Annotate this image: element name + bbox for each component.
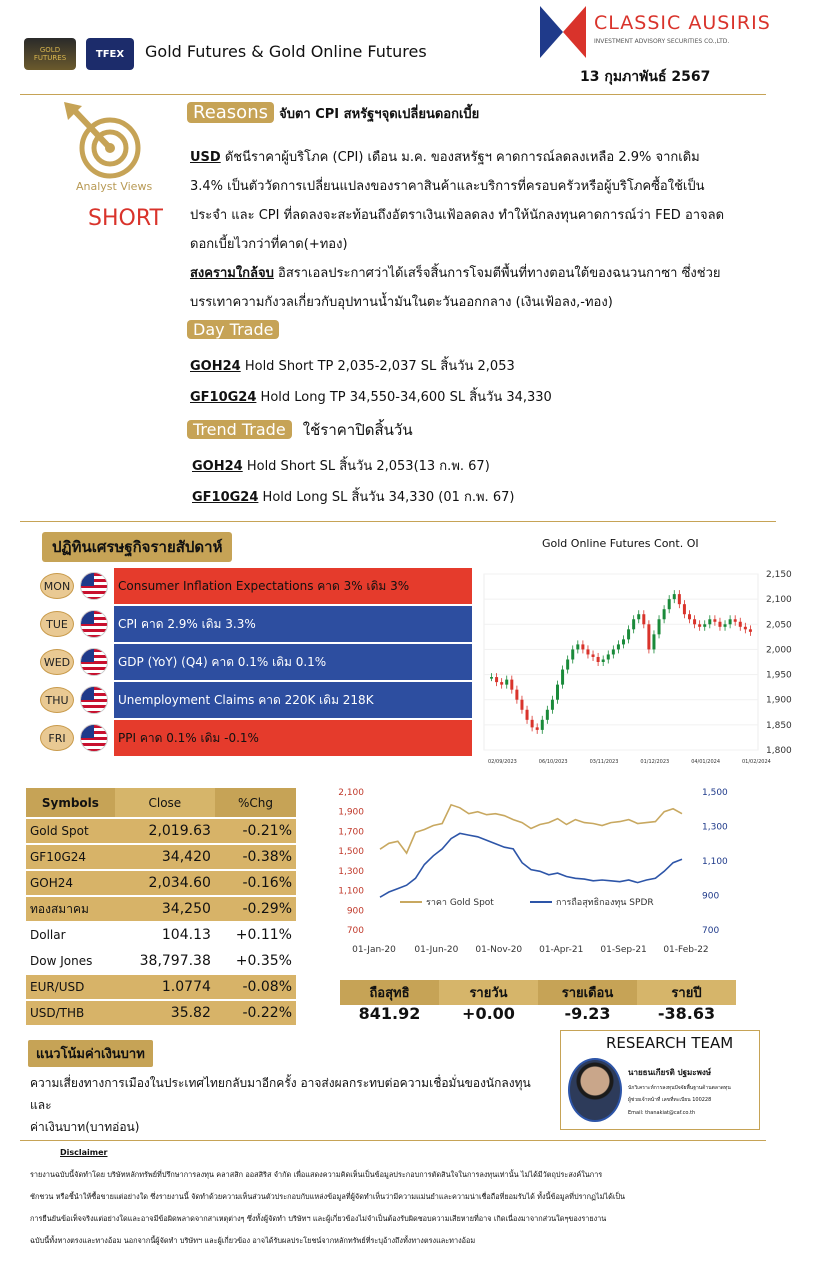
chart2-legend-label: ราคา Gold Spot — [426, 898, 494, 908]
chart1-y-tick: 2,150 — [766, 570, 792, 580]
chart1-candle — [597, 657, 600, 662]
day-trade-row-2 — [190, 386, 552, 407]
calendar-event-text: CPI คาด 2.9% เดิม 3.3% — [118, 616, 256, 631]
us-flag-icon — [80, 724, 108, 752]
reasons-section — [187, 102, 479, 124]
baht-tag: แนวโน้มค่าเงินบาท — [28, 1040, 153, 1067]
chart2-x-tick: 01-Nov-20 — [475, 945, 523, 955]
calendar-event — [114, 644, 472, 680]
spdr-values — [340, 1004, 736, 1023]
chart1-candle — [668, 599, 671, 609]
quote-row — [26, 818, 296, 844]
quote-symbol: Gold Spot — [26, 818, 115, 844]
chart2-left-tick: 1,300 — [338, 866, 364, 877]
chart1-candle — [602, 659, 605, 662]
calendar-row — [40, 681, 472, 719]
spdr-monthly-value: -9.23 — [564, 1004, 611, 1023]
chart2-left-tick: 1,500 — [338, 847, 364, 858]
chart1-candle — [663, 609, 666, 619]
chart2-left-tick: 1,100 — [338, 886, 364, 897]
chart1-y-tick: 2,050 — [766, 620, 792, 631]
chart1-x-tick: 03/11/2023 — [589, 759, 619, 765]
quotes-header-symbols: Symbols — [26, 788, 115, 818]
quote-symbol: USD/THB — [26, 1000, 115, 1026]
chart1-candle — [729, 619, 732, 624]
chart2-legend-label: การถือสุทธิกองทุน SPDR — [556, 898, 654, 908]
quote-row — [26, 974, 296, 1000]
us-flag-icon — [80, 572, 108, 600]
trend-trade-note: ใช้ราคาปิดสิ้นวัน — [302, 421, 413, 439]
calendar-row — [40, 643, 472, 681]
calendar-row — [40, 567, 472, 605]
quote-chg: -0.22% — [215, 1000, 296, 1026]
quote-close: 34,250 — [115, 896, 215, 922]
chart1-candle — [749, 629, 752, 632]
chart1-candle — [510, 680, 513, 690]
chart1-candle — [505, 680, 508, 685]
chart1-candle — [673, 594, 676, 599]
chart2-right-tick: 1,100 — [702, 857, 728, 867]
disclaimer-line: รายงานฉบับนี้จัดทำโดย บริษัทหลักทรัพย์ที่ปรึกษาการลงทุน คลาสสิก ออสสิริส จำกัด เพื่อแสดงความคิดเห็นเป็นข้อมูลประกอบการตัดสินใจในการลงทุนเท่านั้น ไม่ได้มีวัตถุประสงค์ในการ — [30, 1170, 603, 1179]
disclaimer-line: ฉบับนี้ทั้งทางตรงและทางอ้อม นอกจากนี้ผู้จัดทำ บริษัทฯ และผู้เกี่ยวข้อง อาจได้รับผลประโยชน์จากหลักทรัพย์ที่ระบุอ้างถึงทั้งทางตรงและทางอ้อม — [30, 1236, 476, 1245]
chart1-candle — [526, 710, 529, 720]
chart2-right-tick: 1,500 — [702, 788, 728, 798]
chart1-candle — [713, 619, 716, 622]
reason1-line4: ดอกเบี้ยไวกว่าที่คาด(+ทอง) — [190, 237, 348, 252]
quote-chg: -0.29% — [215, 896, 296, 922]
gold-online-futures-chart — [478, 564, 798, 770]
chart1-candle — [561, 670, 564, 685]
chart1-candle — [724, 624, 727, 627]
calendar-event — [114, 720, 472, 756]
chart1-candle — [586, 649, 589, 654]
spdr-daily-value: +0.00 — [462, 1004, 515, 1023]
reason1-line3: ประจำ และ CPI ที่ลดลงจะสะท้อนถึงอัตราเงินเฟ้อลดลง ทำให้นักลงทุนคาดการณ์ว่า FED อาจลด — [190, 208, 725, 223]
chart1-y-tick: 1,950 — [766, 670, 792, 681]
trend-trade-row-1 — [192, 455, 490, 476]
chart1-candle — [500, 682, 503, 685]
chart1-candle — [531, 720, 534, 728]
chart2-series-line — [380, 805, 682, 853]
chart1-candle — [536, 727, 539, 730]
chart1-candle — [607, 654, 610, 659]
analyst-avatar — [568, 1058, 622, 1122]
quote-symbol: ทองสมาคม — [26, 896, 115, 922]
chart1-candle — [541, 720, 544, 730]
quotes-header-close: Close — [115, 788, 215, 818]
chart1-candle — [698, 624, 701, 627]
chart1-candle — [622, 639, 625, 644]
chart2-series-line — [380, 833, 682, 897]
disclaimer-line: การยืนยันข้อเท็จจริงแต่อย่างใดและอาจมีข้อผิดพลาดจากสาเหตุต่างๆ ซึ่งทั้งผู้จัดทำ บริษัทฯ และผู้เกี่ยวข้องไม่จำเป็นต้องรับผิดชอบความเสียหายที่อาจ เกิดเนื่องมาจากส่วนใดๆของรายงาน — [30, 1214, 607, 1223]
chart2-right-tick: 1,300 — [702, 822, 728, 833]
chart1-candle — [708, 619, 711, 624]
chart1-candle — [693, 619, 696, 624]
chart1-candle — [744, 627, 747, 630]
calendar-event — [114, 568, 472, 604]
chart1-candle — [642, 614, 645, 624]
reasons-body — [190, 143, 790, 317]
tfex-logo: TFEX — [86, 38, 134, 70]
day-trade-row-1 — [190, 355, 515, 376]
chart2-x-tick: 01-Sep-21 — [600, 945, 647, 955]
quote-chg: +0.11% — [215, 922, 296, 948]
spdr-header-monthly: รายเดือน — [538, 980, 637, 1005]
chart1-x-tick: 04/01/2024 — [691, 759, 721, 765]
calendar-event-text: GDP (YoY) (Q4) คาด 0.1% เดิม 0.1% — [118, 654, 327, 669]
usd-key: USD — [190, 150, 221, 165]
spdr-header-net: ถือสุทธิ — [340, 980, 439, 1005]
day-badge: THU — [40, 687, 74, 713]
chart1-candle — [703, 624, 706, 627]
quote-chg: -0.21% — [215, 818, 296, 844]
chart1-candle — [566, 659, 569, 669]
chart2-left-tick: 1,700 — [338, 827, 364, 838]
gold-futures-logo: GOLD FUTURES — [24, 38, 76, 70]
quote-chg: +0.35% — [215, 948, 296, 974]
chart1-x-tick: 01/12/2023 — [640, 759, 670, 765]
chart2-left-tick: 700 — [346, 926, 364, 936]
chart1-candle — [515, 690, 518, 700]
day-trade-symbol: GOH24 — [190, 359, 241, 374]
page-title: Gold Futures & Gold Online Futures — [145, 42, 427, 61]
spdr-header-yearly: รายปี — [637, 980, 736, 1005]
chart1-candle — [546, 710, 549, 720]
calendar-event — [114, 682, 472, 718]
company-name: CLASSIC AUSIRIS — [594, 12, 771, 34]
calendar-row — [40, 719, 472, 757]
analyst-license: ผู้ช่วยเจ้าหน้าที่ เลขที่ทะเบียน 100228 — [628, 1097, 712, 1103]
calendar-event-text: Consumer Inflation Expectations คาด 3% เดิม 3% — [118, 578, 410, 593]
quote-close: 1.0774 — [115, 974, 215, 1000]
chart1-x-tick: 01/02/2024 — [742, 759, 771, 765]
chart1-candle — [581, 644, 584, 649]
analyst-views-label: Analyst Views — [76, 180, 153, 193]
spdr-yearly-value: -38.63 — [657, 1004, 716, 1023]
analyst-view-value: SHORT — [88, 206, 163, 231]
chart2-left-tick: 900 — [346, 906, 364, 917]
section-divider — [20, 521, 776, 522]
baht-line2: ค่าเงินบาท(บาทอ่อน) — [30, 1120, 140, 1134]
day-badge: TUE — [40, 611, 74, 637]
quote-row — [26, 922, 296, 948]
day-badge: WED — [40, 649, 74, 675]
day-trade-text: Hold Short TP 2,035-2,037 SL สิ้นวัน 2,053 — [240, 359, 515, 374]
disclaimer-divider — [20, 1140, 766, 1141]
chart1-candle — [627, 629, 630, 639]
header-divider — [20, 94, 766, 95]
quote-close: 34,420 — [115, 844, 215, 870]
chart1-plot-area — [484, 574, 758, 750]
calendar-list — [40, 567, 472, 757]
quote-chg: -0.08% — [215, 974, 296, 1000]
chart1-candle — [652, 634, 655, 649]
chart1-y-tick: 2,100 — [766, 595, 792, 606]
analyst-name: นายธนเกียรติ ปฐมะพงษ์ — [628, 1068, 712, 1077]
quote-close: 104.13 — [115, 922, 215, 948]
calendar-row — [40, 605, 472, 643]
chart1-candle — [495, 677, 498, 682]
quote-symbol: Dollar — [26, 922, 115, 948]
disclaimer-body — [30, 1164, 790, 1252]
spdr-net-value: 841.92 — [358, 1004, 421, 1023]
chart1-candle — [647, 624, 650, 649]
day-trade-text: Hold Long TP 34,550-34,600 SL สิ้นวัน 34,330 — [256, 390, 552, 405]
calendar-event-text: PPI คาด 0.1% เดิม -0.1% — [118, 730, 259, 745]
trend-trade-tag: Trend Trade — [187, 420, 292, 439]
quotes-header-chg: %Chg — [215, 788, 296, 818]
chart1-candle — [612, 649, 615, 654]
spdr-header-daily: รายวัน — [439, 980, 538, 1005]
chart1-candle — [678, 594, 681, 604]
quote-close: 2,034.60 — [115, 870, 215, 896]
us-flag-icon — [80, 610, 108, 638]
chart1-candle — [734, 619, 737, 622]
chart1-candle — [490, 677, 493, 679]
chart1-candle — [617, 644, 620, 649]
chart2-x-tick: 01-Jun-20 — [414, 945, 459, 955]
day-trade-section — [187, 320, 279, 339]
quote-symbol: GOH24 — [26, 870, 115, 896]
chart1-candle — [520, 700, 523, 710]
trend-trade-row-2 — [192, 486, 514, 507]
chart2-x-tick: 01-Feb-22 — [663, 945, 709, 955]
day-trade-symbol: GF10G24 — [190, 390, 257, 405]
chart1-candle — [683, 604, 686, 614]
calendar-event-text: Unemployment Claims คาด 220K เดิม 218K — [118, 692, 374, 707]
chart2-left-tick: 2,100 — [338, 788, 364, 798]
us-flag-icon — [80, 648, 108, 676]
quote-row — [26, 896, 296, 922]
quote-close: 38,797.38 — [115, 948, 215, 974]
quote-row — [26, 948, 296, 974]
chart1-candle — [739, 622, 742, 627]
chart1-candle — [688, 614, 691, 619]
day-trade-tag: Day Trade — [187, 320, 279, 339]
reason2-line2: บรรเทาความกังวลเกี่ยวกับอุปทานน้ำมันในตะวันออกกลาง (เงินเฟ้อลง,-ทอง) — [190, 295, 613, 310]
chart1-y-tick: 1,850 — [766, 720, 792, 731]
calendar-title: ปฏิทินเศรษฐกิจรายสัปดาห์ — [42, 532, 232, 562]
chart1-candle — [637, 614, 640, 619]
reasons-tag: Reasons — [187, 102, 274, 123]
quote-close: 35.82 — [115, 1000, 215, 1026]
reason1-line1: ดัชนีราคาผู้บริโภค (CPI) เดือน ม.ค. ของสหรัฐฯ คาดการณ์ลดลงเหลือ 2.9% จากเดิม — [220, 150, 700, 165]
quote-close: 2,019.63 — [115, 818, 215, 844]
chart1-y-tick: 1,800 — [766, 746, 792, 756]
calendar-event — [114, 606, 472, 642]
baht-line1: ความเสี่ยงทางการเมืองในประเทศไทยกลับมาอีกครั้ง อาจส่งผลกระทบต่อความเชื่อมั่นของนักลงทุนและ — [30, 1076, 531, 1112]
chart2-left-tick: 1,900 — [338, 807, 364, 818]
trend-trade-text: Hold Short SL สิ้นวัน 2,053(13 ก.พ. 67) — [242, 459, 490, 474]
chart1-candle — [576, 644, 579, 649]
reason1-line2: 3.4% เป็นตัววัดการเปลี่ยนแปลงของราคาสินค้าและบริการที่ครอบครัวหรือผู้บริโภคซื้อใช้เป็น — [190, 179, 705, 194]
chart1-y-tick: 2,000 — [766, 645, 792, 656]
trend-trade-symbol: GOH24 — [192, 459, 243, 474]
chart1-candle — [551, 700, 554, 710]
chart1-candle — [592, 654, 595, 657]
analyst-email: Email: thanakiat@caf.co.th — [628, 1110, 696, 1116]
disclaimer-line: ชักชวน หรือชี้นำให้ซื้อขายแต่อย่างใด ซึ่งรายงานนี้ จัดทำด้วยความเห็นส่วนตัวประกอบกับแหล่งข้อมูลที่ผู้จัดทำเห็นว่ามีความแม่นยำและความน่าเชื่อถือที่ยอมรับได้ ทั้งนี้ข้อมูลที่ปรากฏไม่ได้เป็น — [30, 1192, 625, 1201]
chart1-candle — [718, 622, 721, 627]
research-team-title: RESEARCH TEAM — [606, 1034, 734, 1052]
quote-row — [26, 844, 296, 870]
baht-body — [30, 1072, 550, 1138]
us-flag-icon — [80, 686, 108, 714]
quote-row — [26, 1000, 296, 1026]
analyst-role: นักวิเคราะห์การลงทุนปัจจัยพื้นฐานด้านตลาดทุน — [628, 1085, 731, 1091]
report-date: 13 กุมภาพันธ์ 2567 — [580, 69, 711, 85]
reasons-headline: จับตา CPI สหรัฐฯจุดเปลี่ยนดอกเบี้ย — [279, 107, 480, 122]
quote-chg: -0.38% — [215, 844, 296, 870]
trend-trade-section — [187, 418, 413, 442]
chart1-x-tick: 06/10/2023 — [538, 759, 568, 765]
chart1-candle — [658, 619, 661, 634]
chart1-candle — [556, 685, 559, 700]
day-badge: MON — [40, 573, 74, 599]
quote-symbol: GF10G24 — [26, 844, 115, 870]
quote-chg: -0.16% — [215, 870, 296, 896]
chart1-x-tick: 02/09/2023 — [488, 759, 517, 765]
war-key: สงครามใกล้จบ — [190, 266, 274, 281]
company-subtitle: INVESTMENT ADVISORY SECURITIES CO.,LTD. — [594, 38, 730, 45]
chart2-right-tick: 700 — [702, 926, 720, 936]
chart1-candle — [571, 649, 574, 659]
chart2-x-tick: 01-Apr-21 — [539, 945, 584, 955]
chart1-y-tick: 1,900 — [766, 695, 792, 706]
quote-symbol: Dow Jones — [26, 948, 115, 974]
company-logo-icon — [540, 6, 586, 58]
reason2-line1: อิสราเอลประกาศว่าได้เสร็จสิ้นการโจมตีพื้นที่ทางตอนใต้ของฉนวนกาซา ซึ่งช่วย — [273, 266, 721, 281]
day-badge: FRI — [40, 725, 74, 751]
chart2-right-tick: 900 — [702, 891, 720, 902]
quote-row — [26, 870, 296, 896]
trend-trade-text: Hold Long SL สิ้นวัน 34,330 (01 ก.พ. 67) — [258, 490, 515, 505]
trend-trade-symbol: GF10G24 — [192, 490, 259, 505]
spdr-header — [340, 980, 736, 1005]
quote-symbol: EUR/USD — [26, 974, 115, 1000]
quotes-table — [26, 788, 296, 1027]
chart2-x-tick: 01-Jan-20 — [352, 945, 396, 955]
gold-spot-vs-spdr-chart — [330, 778, 740, 958]
chart1-title: Gold Online Futures Cont. OI — [542, 537, 699, 550]
target-icon — [62, 100, 152, 180]
chart1-candle — [632, 619, 635, 629]
disclaimer-title: Disclaimer — [60, 1148, 108, 1157]
